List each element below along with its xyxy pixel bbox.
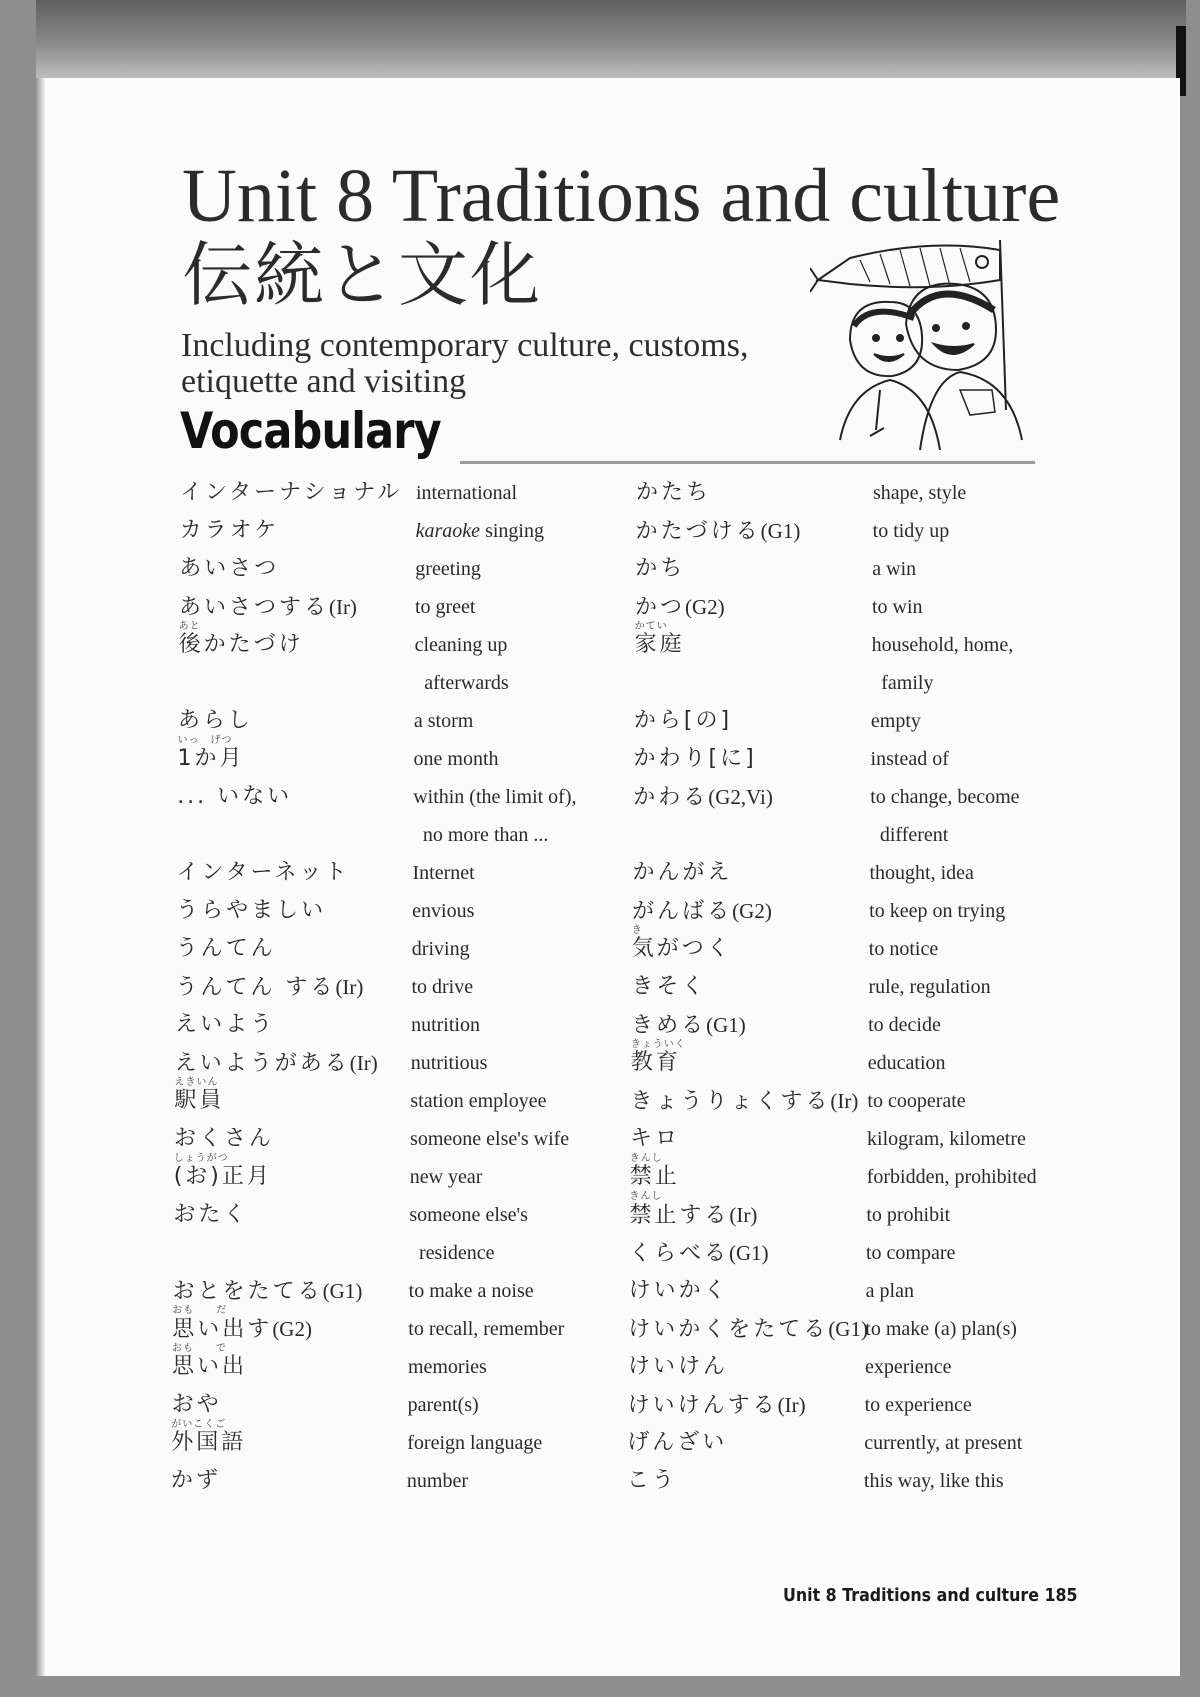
vocab-term-class: (G2)	[684, 595, 725, 619]
vocab-term-text: げんざい	[627, 1430, 728, 1455]
unit-title-japanese: 伝統と文化	[182, 234, 542, 316]
vocab-term	[630, 1164, 680, 1190]
vocab-term-text: きめる	[631, 1013, 707, 1038]
vocab-meaning	[867, 1082, 965, 1120]
vocab-term-text: 気がつく	[631, 936, 732, 961]
vocab-meaning-text: to win	[871, 596, 923, 618]
vocab-term-text: インターナショナル	[180, 480, 403, 505]
vocab-meaning-text: kilogram, kilometre	[867, 1128, 1026, 1150]
vocab-meaning-text: driving	[411, 938, 470, 960]
vocab-meaning-text: to change, become	[870, 786, 1020, 808]
vocab-meaning	[408, 1310, 564, 1348]
vocab-term-text: がんばる	[632, 899, 733, 924]
vocab-term	[632, 898, 772, 925]
vocab-term-class: (G2)	[272, 1317, 312, 1341]
vocab-term-text: けいかくをたてる	[628, 1317, 829, 1342]
vocab-meaning-text: instead of	[870, 748, 949, 770]
vocab-term	[174, 1164, 272, 1190]
vocab-meaning-text: number	[406, 1470, 468, 1492]
vocab-term	[634, 746, 757, 772]
vocab-term-text: おや	[171, 1392, 222, 1417]
vocab-term-text: あいさつする	[178, 595, 329, 620]
vocab-meaning	[414, 740, 499, 778]
vocab-meaning	[413, 854, 475, 892]
vocab-term-text: 後かたづけ	[178, 632, 304, 657]
vocab-meaning-text: to cooperate	[867, 1090, 966, 1112]
vocab-meaning-text: currently, at present	[864, 1432, 1023, 1454]
vocab-term	[178, 746, 245, 772]
vocab-furigana: おも で	[171, 1343, 227, 1354]
vocab-meaning-continued: afterwards	[424, 672, 509, 694]
vocab-meaning-text: someone else's	[409, 1204, 528, 1226]
vocab-meaning-text: rule, regulation	[868, 976, 991, 998]
vocab-term	[629, 1202, 757, 1229]
vocab-term-class: (G1)	[322, 1279, 363, 1303]
vocab-meaning	[866, 1272, 914, 1310]
vocab-meaning	[871, 702, 921, 740]
vocab-meaning	[415, 588, 476, 626]
vocab-term-text: かわる	[633, 785, 709, 810]
vocab-meaning-text: shape, style	[873, 482, 967, 504]
vocab-term	[635, 594, 725, 621]
vocab-term-class: (Ir)	[328, 595, 357, 619]
vocabulary-heading: Vocabulary	[180, 402, 441, 460]
vocab-term-text: インターネット	[176, 860, 350, 885]
vocab-term-class: (Ir)	[729, 1203, 758, 1227]
vocab-meaning-text: to prohibit	[866, 1204, 951, 1226]
vocab-term	[171, 1468, 221, 1494]
vocab-meaning-text: a storm	[413, 710, 474, 732]
vocab-meaning	[416, 512, 544, 550]
vocab-meaning	[415, 550, 481, 588]
vocab-term-class: (G1)	[706, 1013, 746, 1037]
vocab-term	[635, 556, 685, 582]
vocab-furigana: がいこくご	[171, 1419, 227, 1430]
vocab-term	[174, 1088, 224, 1114]
vocab-term	[628, 1316, 868, 1343]
vocab-term	[176, 898, 326, 924]
vocab-meaning-text: envious	[412, 900, 475, 922]
vocab-meaning	[873, 474, 966, 512]
vocab-meaning	[407, 1462, 468, 1500]
vocab-term	[631, 1012, 746, 1039]
scan-top-edge	[36, 0, 1186, 78]
vocab-term-text: ... いない	[177, 784, 293, 809]
vocab-meaning	[865, 1348, 952, 1386]
vocab-meaning	[416, 474, 517, 512]
vocab-term	[627, 1468, 677, 1494]
vocab-term-class: (Ir)	[777, 1393, 806, 1417]
vocab-meaning-continued: different	[879, 824, 949, 846]
vocab-term	[175, 1050, 378, 1077]
vocab-meaning	[866, 1234, 955, 1272]
vocab-term	[177, 860, 350, 886]
vocab-term	[172, 1354, 247, 1380]
vocab-meaning	[865, 1386, 972, 1424]
vocab-meaning	[408, 1386, 479, 1424]
unit-title: Unit 8 Traditions and culture	[182, 154, 1061, 238]
vocab-meaning-text: a plan	[865, 1280, 914, 1302]
vocab-furigana: いっ げつ	[177, 735, 233, 746]
vocab-meaning	[866, 1196, 950, 1234]
vocab-meaning	[868, 968, 990, 1006]
vocab-term-text: かたち	[636, 480, 712, 505]
vocab-meaning-text: to notice	[868, 938, 939, 960]
vocab-term-class: (Ir)	[830, 1089, 859, 1113]
vocab-term	[634, 708, 732, 734]
vocab-meaning-text: greeting	[415, 558, 481, 580]
vocab-meaning-text: to greet	[414, 596, 476, 618]
vocab-term-text: きそく	[631, 974, 707, 999]
vocab-meaning	[872, 626, 1014, 664]
vocab-term-text: かんがえ	[632, 860, 733, 885]
vocab-term-text: くらべる	[629, 1241, 730, 1266]
vocab-meaning-text: nutritious	[410, 1052, 488, 1074]
vocab-term-text: おたく	[173, 1202, 249, 1227]
vocab-term-text: あいさつ	[179, 556, 280, 581]
vocab-term-text: うんてん	[175, 936, 276, 961]
vocab-meaning	[412, 892, 474, 930]
vocab-term	[631, 974, 706, 1000]
vocab-term-text: キロ	[630, 1126, 681, 1151]
vocab-meaning	[872, 550, 916, 588]
vocab-meaning-text: singing	[480, 520, 544, 542]
vocab-term-text: えいよう	[175, 1012, 276, 1037]
vocab-meaning	[865, 1310, 1017, 1348]
vocab-meaning-continued: no more than ...	[422, 824, 549, 846]
vocab-term-class: (G1)	[828, 1317, 868, 1341]
vocab-term-text: かつ	[634, 595, 685, 620]
vocab-term-text: えいようがある	[174, 1051, 350, 1076]
vocab-meaning	[868, 1044, 946, 1082]
vocab-term-class: (G1)	[760, 519, 801, 543]
vocab-meaning	[867, 1158, 1037, 1196]
vocab-term	[179, 594, 357, 621]
unit-subtitle: Including contemporary culture, customs, etiquette and visiting	[181, 327, 749, 400]
vocab-meaning	[414, 702, 473, 740]
vocab-term-text: かわり[に]	[633, 746, 757, 771]
vocab-term-text: おくさん	[174, 1126, 275, 1151]
vocab-meaning-text: thought, idea	[869, 862, 974, 884]
vocab-term-text: きょうりょくする	[630, 1089, 831, 1114]
vocab-meaning-text: experience	[864, 1356, 952, 1378]
vocab-term-text: 1か月	[177, 746, 245, 771]
vocab-meaning	[415, 626, 508, 664]
vocab-meaning-text: forbidden, prohibited	[866, 1166, 1037, 1188]
vocab-term-text: から[の]	[633, 708, 733, 733]
vocab-term	[175, 974, 363, 1001]
vocab-term	[173, 1278, 363, 1305]
vocab-meaning	[869, 930, 938, 968]
vocab-meaning	[868, 1006, 941, 1044]
vocab-meaning-text: one month	[413, 748, 499, 770]
vocab-term-text: うらやましい	[176, 898, 327, 923]
vocab-meaning	[864, 1462, 1004, 1500]
vocab-furigana: きんし	[629, 1153, 663, 1164]
vocab-meaning-text: to experience	[864, 1394, 972, 1416]
vocab-term	[636, 518, 801, 545]
vocab-meaning	[410, 1158, 483, 1196]
vocab-furigana: あと	[178, 621, 201, 632]
vocab-term-text: 禁止する	[629, 1203, 730, 1228]
vocab-term-text: かち	[635, 556, 686, 581]
vocab-term	[633, 784, 773, 811]
vocab-term	[633, 860, 733, 886]
vocab-term	[172, 1316, 312, 1343]
vocab-term	[178, 708, 253, 734]
vocab-term-class: (G1)	[729, 1241, 769, 1265]
vocab-meaning	[409, 1196, 528, 1234]
vocab-term-text: おとをたてる	[172, 1279, 323, 1304]
vocab-term	[628, 1354, 728, 1380]
vocab-term	[177, 784, 292, 810]
vocab-term	[631, 1050, 681, 1076]
vocab-term-text: あらし	[177, 708, 253, 733]
vocab-term	[627, 1430, 727, 1456]
vocab-meaning-text: to recall, remember	[408, 1318, 565, 1340]
vocab-meaning	[409, 1272, 534, 1310]
vocab-term	[171, 1430, 246, 1456]
vocab-term	[632, 936, 732, 962]
vocab-meaning-text: international	[416, 482, 518, 504]
vocab-term-class: (Ir)	[349, 1051, 378, 1075]
vocab-term	[176, 936, 276, 962]
scan-bottom-edge	[0, 1676, 1200, 1697]
vocab-meaning	[870, 854, 974, 892]
vocab-term-text: けいけんする	[627, 1393, 778, 1418]
vocab-meaning-text: empty	[870, 710, 921, 732]
vocab-meaning-text: nutrition	[411, 1014, 480, 1036]
vocab-meaning	[410, 1082, 546, 1120]
vocab-term-text: かたづける	[635, 519, 761, 544]
vocab-term-text: けいけん	[627, 1354, 728, 1379]
vocab-term	[630, 1088, 858, 1115]
vocab-meaning	[869, 892, 1005, 930]
vocab-term-text: 駅員	[174, 1088, 225, 1113]
vocab-meaning-text: foreign language	[407, 1432, 543, 1454]
vocab-term	[174, 1126, 274, 1152]
vocab-meaning-text: someone else's wife	[410, 1128, 570, 1150]
vocab-meaning-text: to make (a) plan(s)	[865, 1318, 1017, 1340]
vocab-meaning	[410, 1120, 569, 1158]
vocab-furigana: えきいん	[174, 1077, 219, 1088]
vocab-term-text: うんてん する	[175, 975, 336, 1000]
vocab-meaning-text: memories	[407, 1356, 487, 1378]
vocab-term-class: (G2,Vi)	[708, 785, 773, 809]
vocab-meaning	[870, 778, 1019, 816]
vocab-meaning-text: within (the limit of),	[413, 786, 577, 808]
vocab-meaning	[411, 968, 473, 1006]
vocab-meaning	[413, 778, 576, 816]
vocab-furigana: かてい	[634, 621, 668, 632]
vocab-meaning-continued: family	[881, 672, 934, 694]
vocab-term-text: 教育	[630, 1050, 681, 1075]
vocab-term	[180, 518, 280, 544]
vocab-term-text: カラオケ	[179, 518, 280, 543]
vocab-furigana: きんし	[629, 1191, 663, 1202]
vocab-meaning	[412, 930, 470, 968]
vocab-term-text: 思い出す	[172, 1317, 273, 1342]
vocab-meaning	[873, 512, 950, 550]
vocab-term	[179, 556, 279, 582]
vocab-term-text: 禁止	[629, 1164, 680, 1189]
vocab-term	[629, 1240, 769, 1267]
page-gutter-shadow	[36, 78, 46, 1676]
vocab-meaning-text: cleaning up	[414, 634, 508, 656]
vocab-meaning-text: Internet	[412, 862, 475, 884]
vocab-meaning-text: to decide	[868, 1014, 941, 1036]
vocab-meaning	[408, 1348, 487, 1386]
vocab-term	[636, 480, 711, 506]
vocab-meaning	[871, 740, 949, 778]
vocab-term-text: 家庭	[634, 632, 685, 657]
vocab-meaning-text: parent(s)	[407, 1394, 479, 1416]
vocab-term-text: けいかく	[628, 1278, 729, 1303]
vocab-meaning-text: to tidy up	[872, 520, 950, 542]
vocab-furigana: きょういく	[630, 1039, 686, 1050]
vocab-term	[635, 632, 685, 658]
vocab-term	[628, 1392, 806, 1419]
vocab-meaning-continued: residence	[419, 1242, 495, 1264]
vocab-meaning-text: to make a noise	[408, 1280, 534, 1302]
heading-underline	[460, 461, 1035, 464]
vocab-term-text: (お)正月	[173, 1164, 272, 1189]
koinobori-children-illustration	[810, 240, 1040, 460]
vocab-term	[173, 1202, 248, 1228]
vocab-term	[180, 480, 402, 506]
vocab-meaning-text: household, home,	[871, 634, 1014, 656]
vocab-meaning	[411, 1044, 488, 1082]
vocab-meaning-text: to drive	[411, 976, 474, 998]
vocab-term-text: こう	[626, 1468, 677, 1493]
vocab-term	[630, 1126, 680, 1152]
vocab-meaning	[867, 1120, 1026, 1158]
vocab-term	[179, 632, 304, 658]
vocab-meaning-text: station employee	[410, 1090, 547, 1112]
page-footer: Unit 8 Traditions and culture 185	[783, 1585, 1078, 1606]
vocab-furigana: き	[631, 925, 643, 936]
vocab-term	[629, 1278, 729, 1304]
vocab-meaning-text: this way, like this	[863, 1470, 1004, 1492]
vocab-term-class: (G2)	[732, 899, 772, 923]
vocab-meaning-italic: karaoke	[415, 520, 481, 542]
vocab-term-text: 外国語	[171, 1430, 247, 1455]
vocab-meaning	[872, 588, 923, 626]
vocab-meaning	[411, 1006, 480, 1044]
vocab-term	[175, 1012, 275, 1038]
vocab-meaning-text: to compare	[866, 1242, 956, 1264]
vocab-furigana: しょうがつ	[173, 1153, 229, 1164]
vocab-term-class: (Ir)	[335, 975, 364, 999]
vocab-meaning	[864, 1424, 1022, 1462]
vocab-meaning-text: a win	[872, 558, 917, 580]
vocab-term-text: かず	[170, 1468, 221, 1493]
vocab-meaning-text: education	[867, 1052, 946, 1074]
vocab-furigana: おも だ	[172, 1305, 228, 1316]
vocab-meaning-text: new year	[409, 1166, 483, 1188]
vocab-meaning-text: to keep on trying	[869, 900, 1006, 922]
vocab-term	[172, 1392, 222, 1418]
vocab-term-text: 思い出	[171, 1354, 247, 1379]
vocab-meaning	[407, 1424, 542, 1462]
